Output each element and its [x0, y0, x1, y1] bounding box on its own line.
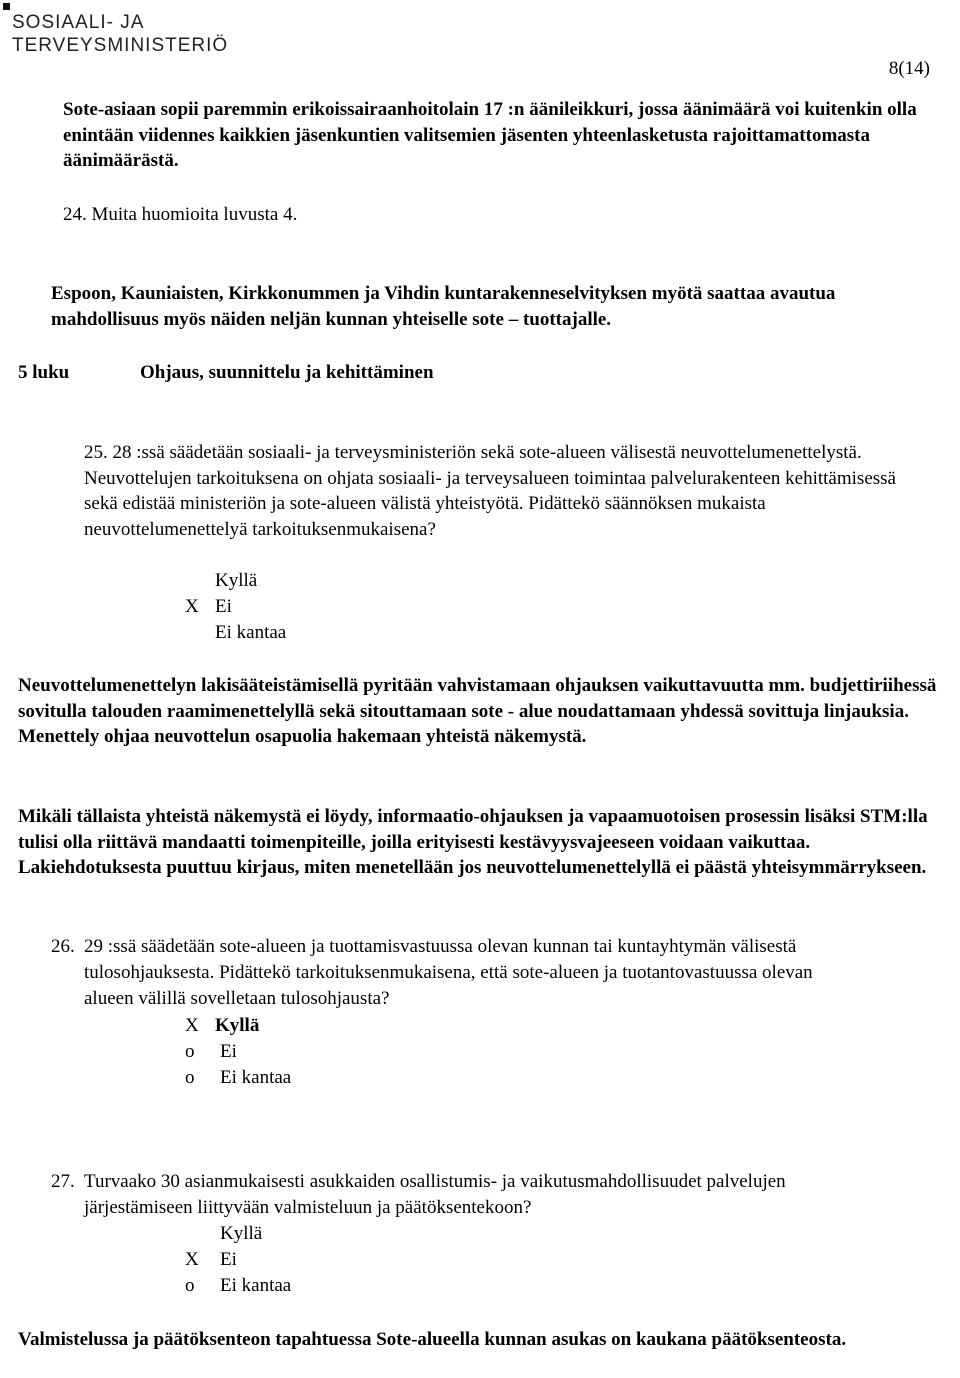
answer-27: Valmistelussa ja päätöksenteon tapahtuessa Sote-alueella kunnan asukas on kaukana päätöksenteosta.	[18, 1329, 847, 1350]
q27-option-no-opinion: Ei kantaa	[220, 1275, 292, 1296]
q27-option-no-mark: X	[185, 1249, 199, 1270]
page-number: 8(14)	[888, 58, 930, 79]
q25-option-yes: Kyllä	[215, 570, 258, 591]
question-26-number: 26.	[51, 936, 75, 957]
q27-option-yes: Kyllä	[220, 1223, 263, 1244]
question-24: 24. Muita huomioita luvusta 4.	[63, 204, 298, 225]
q25-option-no-mark: X	[185, 596, 199, 617]
q26-option-yes: Kyllä	[215, 1015, 260, 1036]
q26-option-no-opinion-mark: o	[185, 1067, 195, 1088]
question-27-line-1: Turvaako 30 asianmukaisesti asukkaiden osallistumis- ja vaikutusmahdollisuudet palvelujen	[84, 1171, 786, 1192]
question-26-line-3: alueen välillä sovelletaan tulosohjausta?	[84, 988, 390, 1009]
question-26-line-2: tulosohjauksesta. Pidättekö tarkoituksenmukaisena, että sote-alueen ja tuotantovastuussa olevan	[84, 962, 813, 983]
answer-25-paragraph-1: Neuvottelumenettelyn lakisääteistämisellä pyritään vahvistamaan ohjauksen vaikuttavuutta mm. budjettiriihessä sovitulla talouden raamimenettelyllä sekä sitouttamaan sote - alue noudattamaan yhdessä sovittuja linjauksia. Menettely ohjaa neuvottelun osapuolia hakemaan yhteistä näkemystä.	[18, 675, 937, 747]
q25-option-no: Ei	[215, 596, 232, 617]
logo-line-1: SOSIAALI- JA	[12, 12, 145, 33]
question-27-number: 27.	[51, 1171, 75, 1192]
q26-option-no: Ei	[220, 1041, 237, 1062]
answer-25-paragraph-2: Mikäli tällaista yhteistä näkemystä ei löydy, informaatio-ohjauksen ja vapaamuotoisen prosessin lisäksi STM:lla tulisi olla riittävä mandaatti toimenpiteille, joilla erityisesti kestävyysvajeeseen voidaan vaikuttaa. Lakiehdotuksesta puuttuu kirjaus, miten menetellään jos neuvottelumenettelyllä ei päästä yhteisymmärrykseen.	[18, 806, 928, 878]
q25-option-no-opinion: Ei kantaa	[215, 622, 287, 643]
question-25: 25. 28 :ssä säädetään sosiaali- ja terveysministeriön sekä sote-alueen välisestä neuvottelumenettelystä. Neuvottelujen tarkoituksena on ohjata sosiaali- ja terveysalueen toimintaa palvelurakenteen kehittämisessä sekä edistää ministeriön ja sote-alueen välistä yhteistyötä. Pidättekö säännöksen mukaista neuvottelumenettelyä tarkoituksenmukaisena?	[84, 442, 896, 540]
answer-24: Espoon, Kauniaisten, Kirkkonummen ja Vihdin kuntarakenneselvityksen myötä saattaa avautua mahdollisuus myös näiden neljän kunnan yhteiselle sote – tuottajalle.	[51, 283, 836, 330]
paragraph-intro: Sote-asiaan sopii paremmin erikoissairaanhoitolain 17 :n äänileikkuri, jossa äänimäärä voi kuitenkin olla enintään viidennes kaikkien jäsenkuntien valitsemien jäsenten yhteenlasketusta rajoittamattomasta äänimäärästä.	[63, 99, 917, 171]
q26-option-yes-mark: X	[185, 1015, 199, 1036]
q27-option-no-opinion-mark: o	[185, 1275, 195, 1296]
chapter-title: Ohjaus, suunnittelu ja kehittäminen	[140, 362, 434, 383]
logo-line-2: TERVEYSMINISTERIÖ	[12, 35, 229, 56]
q27-option-no: Ei	[220, 1249, 237, 1270]
chapter-number: 5 luku	[18, 362, 70, 383]
q26-option-no-mark: o	[185, 1041, 195, 1062]
q26-option-no-opinion: Ei kantaa	[220, 1067, 292, 1088]
question-26-line-1: 29 :ssä säädetään sote-alueen ja tuottamisvastuussa olevan kunnan tai kuntayhtymän välisestä	[84, 936, 797, 957]
logo-mark	[3, 3, 10, 10]
question-27-line-2: järjestämiseen liittyvään valmisteluun ja päätöksentekoon?	[84, 1197, 532, 1218]
